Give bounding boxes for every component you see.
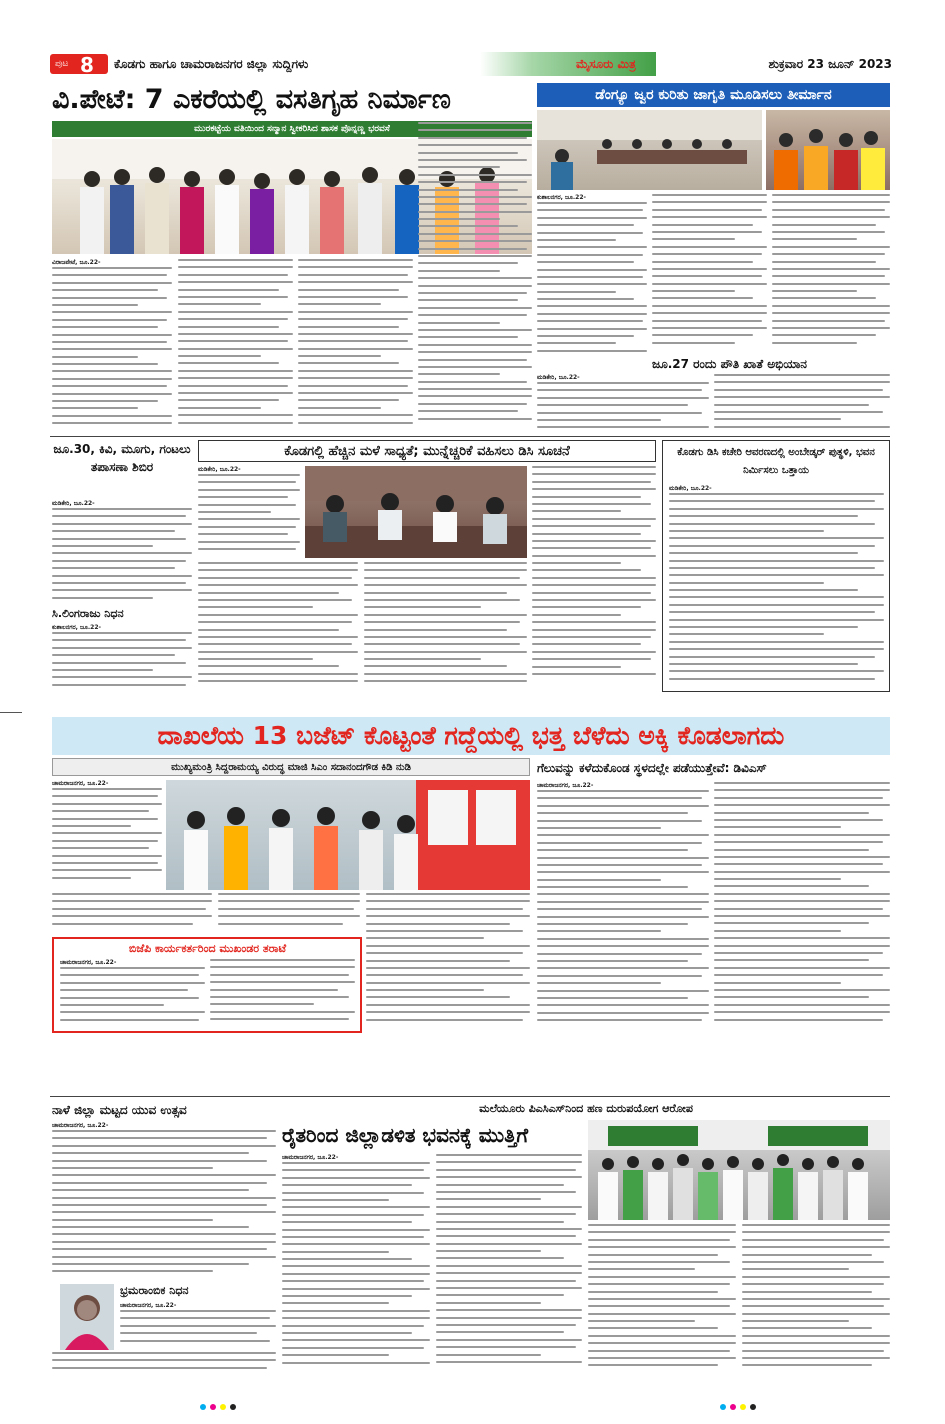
banner-body-col-4 — [366, 893, 530, 1031]
dengue-body-col-2 — [652, 194, 767, 354]
section-title: ಕೊಡಗು ಹಾಗೂ ಚಾಮರಾಜನಗರ ಜಿಲ್ಲಾ ಸುದ್ದಿಗಳು — [114, 57, 309, 71]
pacs-body-col-1 — [282, 1154, 430, 1376]
health-camp-dateline: ಮಡಿಕೇರಿ, ಜೂ.22- — [52, 500, 95, 507]
fold-mark — [0, 712, 22, 713]
dengue-audience-photo — [766, 110, 890, 190]
page-label: ಪುಟ — [55, 59, 69, 69]
dengue-headline: ಡೆಂಗ್ಯೂ ಜ್ವರ ಕುರಿತು ಜಾಗೃತಿ ಮೂಡಿಸಲು ತೀರ್ಮಾನ — [537, 83, 890, 107]
bjp-joining-headline: ಬಿಜೆಪಿ ಕಾರ್ಯಕರ್ತರಿಂದ ಮುಖಂಡರ ತರಾಟೆ — [128, 942, 287, 955]
obit-bhramara-headline: ಭ್ರಮರಾಂಬಿಕ ನಿಧನ — [120, 1284, 189, 1297]
banner-photo-figures — [166, 780, 530, 890]
dengue-photo-figures — [537, 110, 762, 190]
bjp-joining-body-col-2 — [210, 959, 355, 1031]
dengue-dateline: ಕುಶಾಲನಗರ, ಜೂ.22- — [537, 194, 587, 201]
banner-dateline: ಚಾಮರಾಜನಗರ, ಜೂ.22- — [52, 780, 109, 787]
hostel-body-col-3 — [298, 259, 413, 431]
pacs-body-col-4 — [742, 1224, 890, 1376]
ambedkar-headline: ಕೊಡಗು ಡಿಸಿ ಕಚೇರಿ ಆವರಣದಲ್ಲಿ ಅಂಬೇಡ್ಕರ್ ಪುತ್ಥಳಿ, ಭವನ ನಿರ್ಮಿಸಲು ಒತ್ತಾಯ — [677, 447, 875, 476]
health-camp-body — [52, 500, 192, 606]
divider-row-2 — [50, 1096, 890, 1097]
obit-linga-dateline: ಕುಶಾಲನಗರ, ಜೂ.22- — [52, 624, 102, 631]
banner-body-col-1 — [52, 780, 162, 890]
ambedkar-box — [662, 440, 890, 692]
page-number: 8 — [80, 53, 94, 77]
gelluvu-dateline: ಚಾಮರಾಜನಗರ, ಜೂ.22- — [537, 782, 594, 789]
rain-dateline: ಮಡಿಕೇರಿ, ಜೂ.22- — [198, 466, 241, 473]
gelluvu-headline: ಗೆಲುವನ್ನು ಕಳೆದುಕೊಂಡ ಸ್ಥಳದಲ್ಲೇ ಪಡೆಯುತ್ತೇವೆ: ಡಿವಿಎಸ್ — [537, 761, 767, 775]
gelluvu-body-col-1 — [537, 782, 709, 1032]
yuva-headline: ನಾಳೆ ಜಿಲ್ಲಾ ಮಟ್ಟದ ಯುವ ಉತ್ಸವ — [52, 1103, 187, 1117]
divider-row-1 — [50, 436, 890, 437]
health-camp-box — [52, 440, 192, 692]
banner-headline: ದಾಖಲೆಯ 13 ಬಜೆಟ್ ಕೊಟ್ಟಂತೆ ಗದ್ದೆಯಲ್ಲಿ ಭತ್ತ ಬೆಳೆದು ಅಕ್ಕಿ ಕೊಡಲಾಗದು — [52, 717, 890, 755]
hostel-dateline: ವಿರಾಜಪೇಟೆ, ಜೂ.22- — [52, 259, 101, 266]
ambedkar-dateline: ಮಡಿಕೇರಿ, ಜೂ.22- — [669, 485, 712, 492]
banner-body-col-2 — [52, 893, 212, 933]
hostel-body-col-4 — [418, 122, 532, 431]
bjp-joining-box — [52, 937, 362, 1033]
rain-headline: ಕೊಡಗಲ್ಲಿ ಹೆಚ್ಚಿನ ಮಳೆ ಸಾಧ್ಯತೆ; ಮುನ್ನೆಚ್ಚರಿಕೆ ವಹಿಸಲು ಡಿಸಿ ಸೂಚನೆ — [198, 440, 656, 462]
pacs-body-col-2 — [436, 1154, 582, 1376]
obit-bhramara-dateline: ಚಾಮರಾಜನಗರ, ಜೂ.22- — [120, 1302, 177, 1309]
banner-subhead: ಮುಖ್ಯಮಂತ್ರಿ ಸಿದ್ದರಾಮಯ್ಯ ವಿರುದ್ಧ ಮಾಜಿ ಸಿಎಂ ಸದಾನಂದಗೌಡ ಕಿಡಿ ನುಡಿ — [52, 758, 530, 776]
hostel-body-col-2 — [178, 259, 293, 431]
obit-bhramara-body — [120, 1302, 276, 1350]
yuva-body — [52, 1122, 276, 1280]
rain-body-col-4 — [364, 562, 527, 692]
pacs-dateline: ಚಾಮರಾಜನಗರ, ಜೂ.22- — [282, 1154, 339, 1161]
banner-body-col-3 — [218, 893, 360, 933]
dengue-meeting-photo — [537, 110, 762, 190]
health-camp-headline: ಜೂ.30, ಕಿವಿ, ಮೂಗು, ಗಂಟಲು ತಪಾಸಣಾ ಶಿಬಿರ — [53, 442, 191, 474]
registration-marks-left — [200, 1404, 240, 1410]
banner-event-photo — [166, 780, 530, 890]
hostel-body-col-1 — [52, 259, 172, 431]
bjp-joining-dateline: ಚಾಮರಾಜನಗರ, ಜೂ.22- — [60, 959, 117, 966]
page-number-badge — [50, 53, 108, 77]
newspaper-name: ಮೈಸೂರು ಮಿತ್ರ — [576, 57, 636, 71]
pacs-headline: ರೈತರಿಂದ ಜಿಲ್ಲಾಡಳಿತ ಭವನಕ್ಕೆ ಮುತ್ತಿಗೆ — [282, 1123, 528, 1147]
pacs-protest-photo — [588, 1120, 890, 1220]
obit-linga-body — [52, 624, 192, 692]
rain-meeting-photo — [305, 466, 527, 558]
pacs-body-col-3 — [588, 1224, 736, 1376]
rain-body-col-2 — [532, 466, 656, 692]
portrait-figure — [60, 1284, 114, 1350]
yuva-dateline: ಚಾಮರಾಜನಗರ, ಜೂ.22- — [52, 1122, 109, 1129]
pauthi-dateline: ಮಡಿಕೇರಿ, ಜೂ.22- — [537, 374, 580, 381]
masthead — [50, 52, 890, 76]
dengue-body-col-3 — [772, 194, 890, 354]
pacs-photo-figures — [588, 1120, 890, 1220]
hostel-headline: ವಿ.ಪೇಟೆ: 7 ಎಕರೆಯಲ್ಲಿ ವಸತಿಗೃಹ ನಿರ್ಮಾಣ — [52, 84, 451, 115]
pauthi-body-col-2 — [714, 374, 890, 434]
bjp-joining-body-col-1 — [60, 959, 205, 1031]
rain-body-col-3 — [198, 562, 358, 692]
obit-bhramara-body-cont — [52, 1352, 276, 1376]
ambedkar-body — [669, 485, 884, 689]
gelluvu-body-col-2 — [714, 782, 890, 1032]
rain-body-col-1 — [198, 466, 300, 558]
obit-bhramara-portrait — [60, 1284, 114, 1350]
pacs-kicker: ಮಲೆಯೂರು ಪಿಎಸಿಎಸ್‌ನಿಂದ ಹಣ ದುರುಪಯೋಗ ಆರೋಪ — [479, 1102, 693, 1115]
obit-linga-headline: ಸಿ.ಲಿಂಗರಾಜು ನಿಧನ — [52, 607, 124, 620]
rain-photo-figures — [305, 466, 527, 558]
pauthi-headline: ಜೂ.27 ರಂದು ಪೌತಿ ಖಾತೆ ಅಭಿಯಾನ — [652, 357, 807, 371]
dengue-body-col-1 — [537, 194, 647, 354]
pauthi-body-col-1 — [537, 374, 709, 434]
issue-date: ಶುಕ್ರವಾರ 23 ಜೂನ್ 2023 — [768, 57, 892, 71]
dengue-audience-figures — [766, 110, 890, 190]
registration-marks-right — [720, 1404, 760, 1410]
hostel-subhead: ಮುರಕಟ್ಟೆಯ ವತಿಯಿಂದ ಸನ್ಮಾನ ಸ್ವೀಕರಿಸಿದ ಶಾಸಕ ಪೊನ್ನಣ್ಣ ಭರವಸೆ — [52, 121, 532, 137]
